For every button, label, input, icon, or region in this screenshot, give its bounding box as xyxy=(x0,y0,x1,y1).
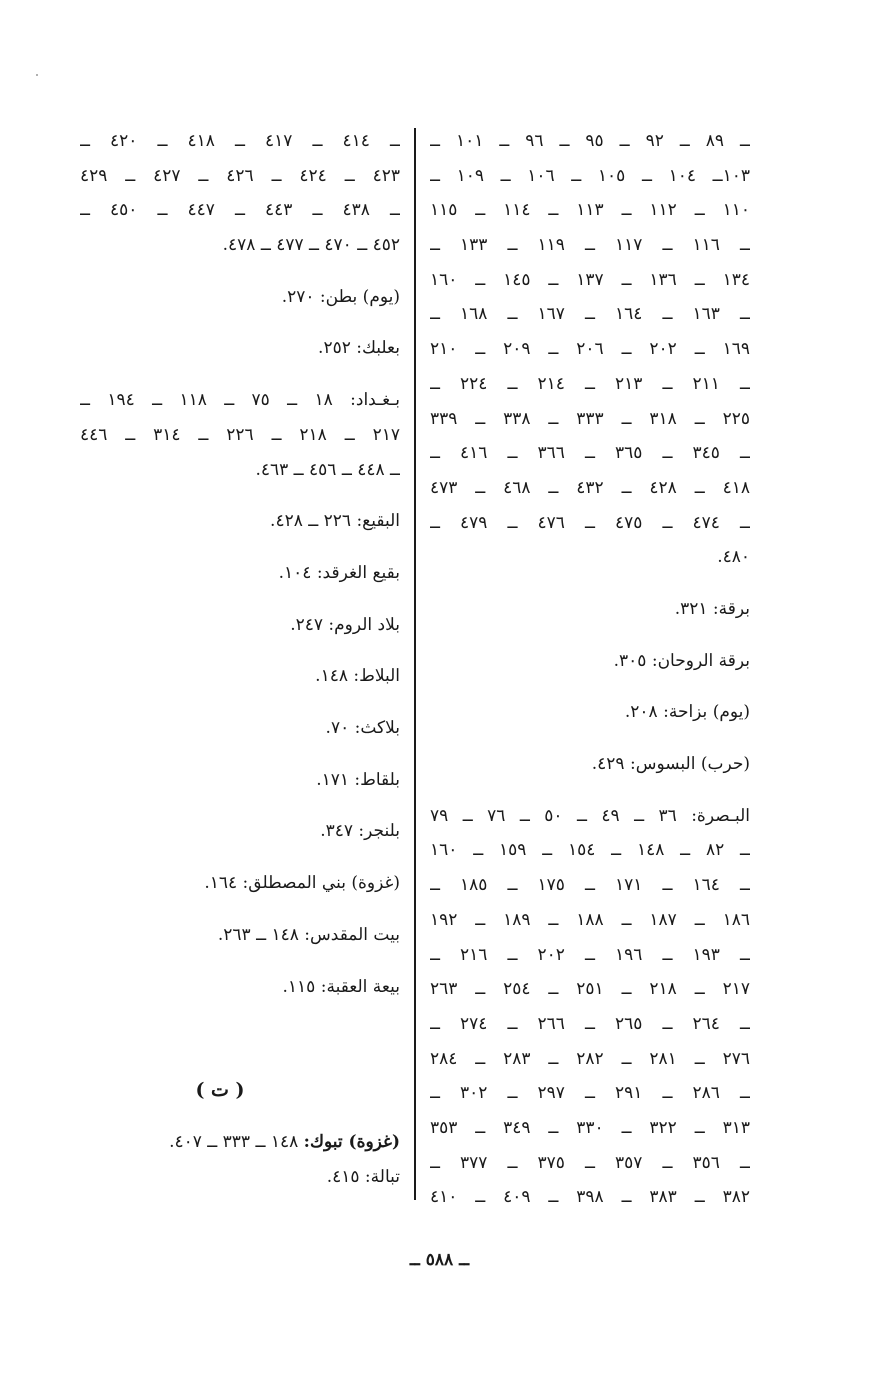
index-line: ١٣٤ ــ ١٣٦ ــ ١٣٧ ــ ١٤٥ ــ ١٦٠ xyxy=(430,269,750,290)
index-entry-bilad-alrum: بلاد الروم: ٢٤٧. xyxy=(290,614,400,635)
tabuk-heading: (غزوة) تبوك: xyxy=(303,1131,400,1152)
index-line: ــ ٤٤٨ ــ ٤٥٦ ــ ٤٦٣. xyxy=(255,459,400,480)
index-line: ٣٨٢ ــ ٣٨٣ ــ ٣٩٨ ــ ٤٠٩ ــ ٤١٠ xyxy=(430,1187,750,1208)
index-line: ــ ١٩٣ ــ ١٩٦ ــ ٢٠٢ ــ ٢١٦ ــ xyxy=(430,944,750,965)
column-divider xyxy=(414,128,416,1200)
index-entry-balanjar: بلنجر: ٣٤٧. xyxy=(320,821,400,842)
index-entry-tabala: تبالة: ٤١٥. xyxy=(326,1166,400,1187)
page-number: ــ ٥٨٨ ــ xyxy=(409,1250,470,1270)
index-line: بـغـداد: ١٨ ــ ٧٥ ــ ١١٨ ــ ١٩٤ ــ xyxy=(80,390,400,411)
index-line: ٤١٨ ــ ٤٢٨ ــ ٤٣٢ ــ ٤٦٨ ــ ٤٧٣ xyxy=(430,477,750,498)
index-entry-albalat: البلاط: ١٤٨. xyxy=(315,666,400,687)
index-entry-baghdad xyxy=(80,383,400,487)
index-line: ١١٠ ــ ١١٢ ــ ١١٣ ــ ١١٤ ــ ١١٥ xyxy=(430,200,750,221)
index-entry-bayt-almaqdis: بيت المقدس: ١٤٨ ــ ٢٦٣. xyxy=(217,924,400,945)
index-line: ــ ٤٧٤ ــ ٤٧٥ ــ ٤٧٦ ــ ٤٧٩ ــ xyxy=(430,512,750,533)
index-line: ١٦٩ ــ ٢٠٢ ــ ٢٠٦ ــ ٢٠٩ ــ ٢١٠ xyxy=(430,339,750,360)
index-entry-bayat-alaqaba: بيعة العقبة: ١١٥. xyxy=(282,976,400,997)
index-entry-baalbek: بعلبك: ٢٥٢. xyxy=(318,338,400,359)
index-line: ــ ٢٦٤ ــ ٢٦٥ ــ ٢٦٦ ــ ٢٧٤ ــ xyxy=(430,1013,750,1034)
index-entry-balqat: بلقاط: ١٧١. xyxy=(316,769,400,790)
left-column xyxy=(80,124,400,1194)
index-line: ــ ٢١١ ــ ٢١٣ ــ ٢١٤ ــ ٢٢٤ ــ xyxy=(430,373,750,394)
index-entry-buzakha: (يوم) بزاحة: ٢٠٨. xyxy=(624,702,750,723)
index-entry-batn: (يوم) بطن: ٢٧٠. xyxy=(281,286,400,307)
index-entry-basra xyxy=(430,799,750,1215)
index-line: ٤٢٣ ــ ٤٢٤ ــ ٤٢٦ ــ ٤٢٧ ــ ٤٢٩ xyxy=(80,165,400,186)
index-line: ــ ١٦٤ ــ ١٧١ ــ ١٧٥ ــ ١٨٥ ــ xyxy=(430,875,750,896)
index-line: ــ ٨٢ ــ ١٤٨ ــ ١٥٤ ــ ١٥٩ ــ ١٦٠ xyxy=(430,840,750,861)
left-continuation-block xyxy=(80,124,400,263)
index-line: ــ ٣٤٥ ــ ٣٦٥ ــ ٣٦٦ ــ ٤١٦ ــ xyxy=(430,443,750,464)
index-line: ــ ١١٦ ــ ١١٧ ــ ١١٩ ــ ١٣٣ ــ xyxy=(430,235,750,256)
index-line: ــ ٤١٤ ــ ٤١٧ ــ ٤١٨ ــ ٤٢٠ ــ xyxy=(80,131,400,151)
index-line: ٤٨٠. xyxy=(717,547,750,568)
right-continuation-block xyxy=(430,124,750,575)
index-line: ١٠٣ــ ١٠٤ ــ ١٠٥ ــ ١٠٦ ــ ١٠٩ ــ xyxy=(430,165,750,186)
page-speck xyxy=(36,74,38,76)
index-line: ٤٥٢ ــ ٤٧٠ ــ ٤٧٧ ــ ٤٧٨. xyxy=(222,235,400,256)
index-line: البـصرة: ٣٦ ــ ٤٩ ــ ٥٠ ــ ٧٦ ــ ٧٩ xyxy=(430,805,750,826)
index-entry-albasus: (حرب) البسوس: ٤٢٩. xyxy=(591,754,750,775)
tabuk-pages: ١٤٨ ــ ٣٣٣ ــ ٤٠٧. xyxy=(169,1131,304,1152)
index-entry-albaqi: البقيع: ٢٢٦ ــ ٤٢٨. xyxy=(270,511,400,532)
index-line: ٢١٧ ــ ٢١٨ ــ ٢٢٦ ــ ٣١٤ ــ ٤٤٦ xyxy=(80,424,400,445)
index-line: ــ ٣٥٦ ــ ٣٥٧ ــ ٣٧٥ ــ ٣٧٧ ــ xyxy=(430,1152,750,1173)
index-line: ٢٧٦ ــ ٢٨١ ــ ٢٨٢ ــ ٢٨٣ ــ ٢٨٤ xyxy=(430,1048,750,1069)
index-line: ــ ٨٩ ــ ٩٢ ــ ٩٥ ــ ٩٦ ــ ١٠١ ــ xyxy=(430,131,750,151)
index-entry-barqa: برقة: ٣٢١. xyxy=(674,598,750,619)
index-line: ٣١٣ ــ ٣٢٢ ــ ٣٣٠ ــ ٣٤٩ ــ ٣٥٣ xyxy=(430,1117,750,1138)
index-entry-tabuk xyxy=(80,1125,400,1160)
index-entry-barqat-alrawhan: برقة الروحان: ٣٠٥. xyxy=(613,650,750,671)
index-line: ــ ٤٣٨ ــ ٤٤٣ ــ ٤٤٧ ــ ٤٥٠ ــ xyxy=(80,200,400,221)
right-column xyxy=(430,124,750,1215)
index-line: ١٨٦ ــ ١٨٧ ــ ١٨٨ ــ ١٨٩ ــ ١٩٢ xyxy=(430,909,750,930)
index-entry-baqi-algharqad: بقيع الغرقد: ١٠٤. xyxy=(278,562,400,583)
index-line: ــ ١٦٣ ــ ١٦٤ ــ ١٦٧ ــ ١٦٨ ــ xyxy=(430,304,750,325)
index-line: ٢٢٥ ــ ٣١٨ ــ ٣٣٣ ــ ٣٣٨ ــ ٣٣٩ xyxy=(430,408,750,429)
index-line: ٢١٧ ــ ٢١٨ ــ ٢٥١ ــ ٢٥٤ ــ ٢٦٣ xyxy=(430,979,750,1000)
index-entry-bani-almustaliq: (غزوة) بني المصطلق: ١٦٤. xyxy=(204,873,400,894)
section-letter-ta: ( ت ) xyxy=(195,1079,245,1102)
index-line: ــ ٢٨٦ ــ ٢٩١ ــ ٢٩٧ ــ ٣٠٢ ــ xyxy=(430,1083,750,1104)
index-entry-balakith: بلاكث: ٧٠. xyxy=(325,718,400,739)
